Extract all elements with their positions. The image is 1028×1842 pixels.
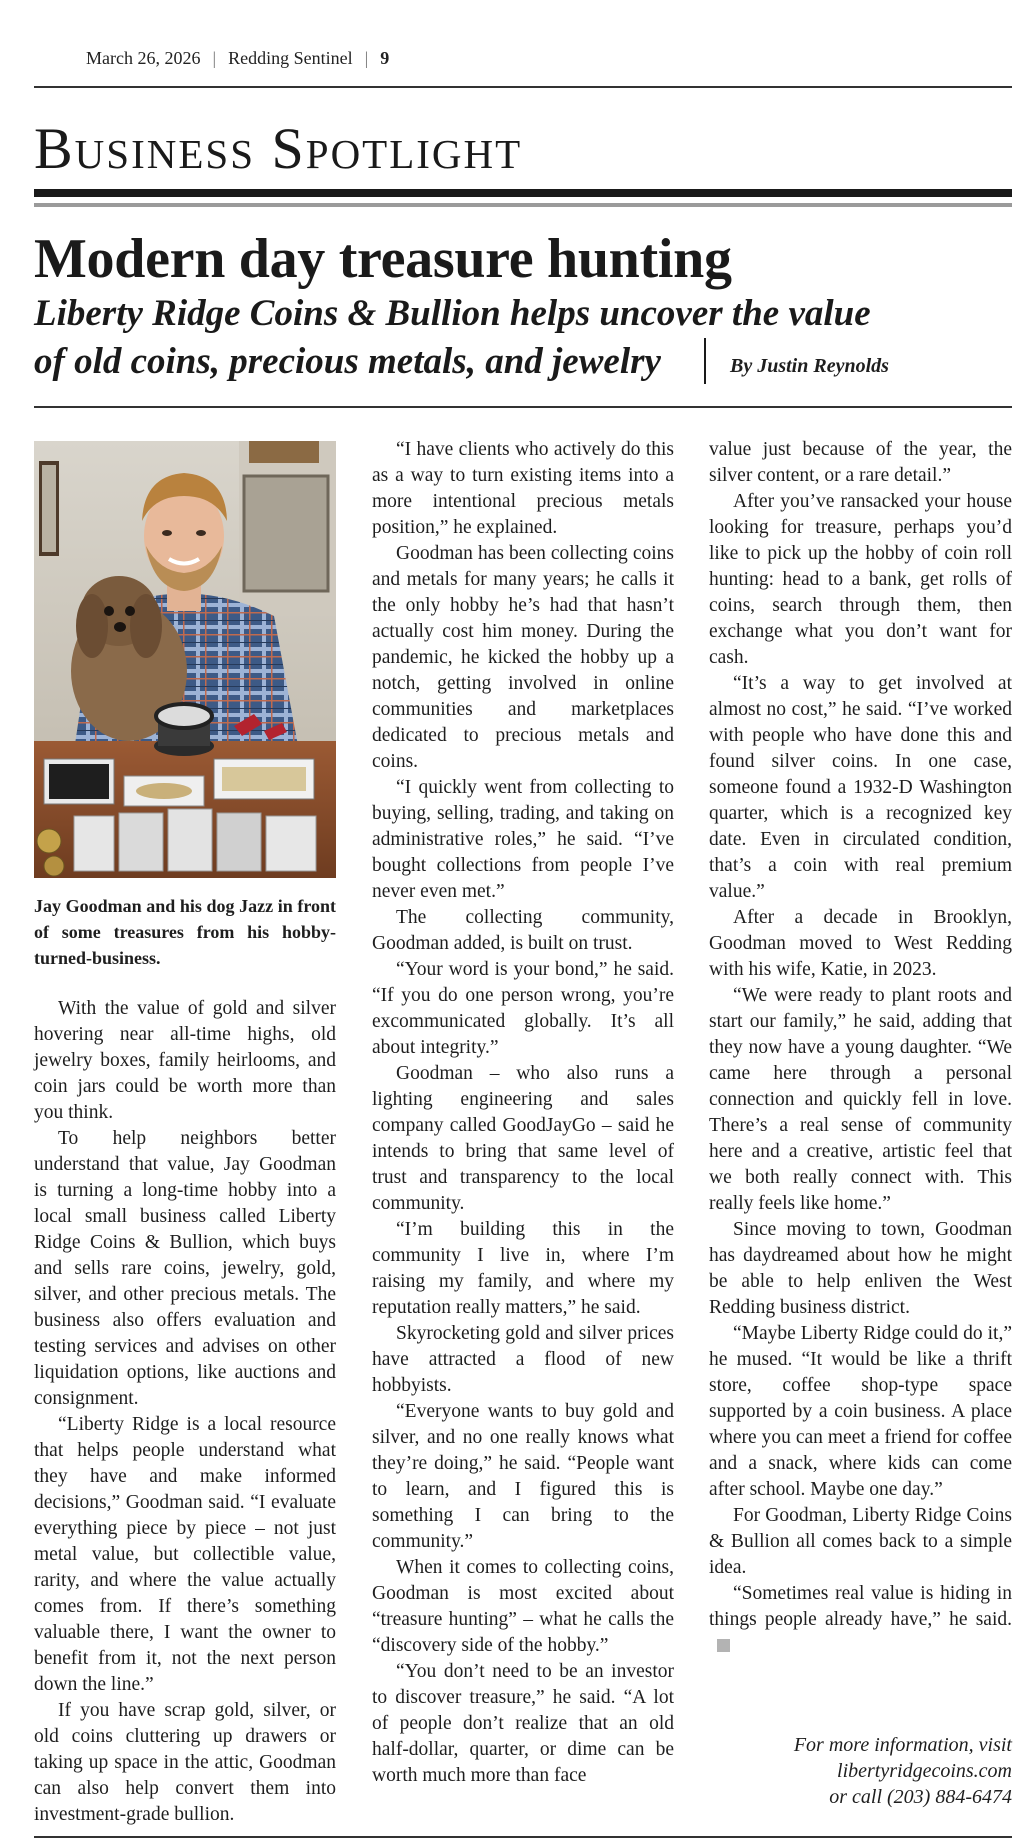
- page-header: [86, 48, 389, 69]
- article-paragraph: “Maybe Liberty Ridge could do it,” he mused. “It would be like a thrift store, coffee shop-type space supported by a coin business. A place where you can meet a friend for coffee and a snack, where kids can come after school. Maybe one day.”: [709, 1323, 1012, 1500]
- article-column-2: [372, 437, 674, 1789]
- end-mark-icon: [717, 1639, 730, 1652]
- subheadline-line-2: of old coins, precious metals, and jewelry: [34, 341, 661, 382]
- article-paragraph: “I quickly went from collecting to buying, selling, trading, and taking on administrative roles,” he said. “I’ve bought collections from people I’ve never even met.”: [372, 777, 674, 902]
- article-paragraph: When it comes to collecting coins, Goodman is most excited about “treasure hunting” – what he calls the “discovery side of the hobby.”: [372, 1557, 674, 1656]
- section-rule-thin: [34, 203, 1012, 207]
- article-paragraph: After you’ve ransacked your house looking for treasure, perhaps you’d like to pick up the hobby of coin roll hunting: head to a bank, get rolls of coins, search through them, then exchange what you don’t want for cash.: [709, 491, 1012, 668]
- byline-divider: [704, 338, 706, 384]
- headline: Modern day treasure hunting: [34, 228, 732, 290]
- article-paragraph: “Your word is your bond,” he said. “If you do one person wrong, you’re excommunicated globally. It’s all about integrity.”: [372, 959, 674, 1058]
- bottom-rule: [34, 1836, 1012, 1838]
- article-paragraph-continued: value just because of the year, the silver content, or a rare detail.”: [709, 439, 1012, 486]
- byline: By Justin Reynolds: [730, 355, 889, 377]
- header-rule: [34, 86, 1012, 88]
- article-paragraph: To help neighbors better understand that value, Jay Goodman is turning a long-time hobby into a local small business called Liberty Ridge Coins & Bullion, which buys and sells rare coins, jewelry, gold, silver, and other precious metals. The business also offers evaluation and testing services and advises on other liquidation options, like auctions and consignment.: [34, 1128, 336, 1409]
- info-text: For more information, visit: [793, 1734, 1012, 1756]
- article-paragraph: “You don’t need to be an investor to discover treasure,” he said. “A lot of people don’t realize that an old half-dollar, quarter, or dime can be worth much more than face: [372, 1661, 674, 1786]
- photo-caption: Jay Goodman and his dog Jazz in front of some treasures from his hobby-turned-business.: [34, 896, 336, 968]
- article-column-1: [34, 996, 336, 1828]
- article-paragraph: For Goodman, Liberty Ridge Coins & Bullion all comes back to a simple idea.: [709, 1505, 1012, 1578]
- article-paragraph: Goodman – who also runs a lighting engineering and sales company called GoodJayGo – said he intends to bring that same level of trust and transparency to the local community.: [372, 1063, 674, 1214]
- article-paragraph: If you have scrap gold, silver, or old coins cluttering up drawers or taking up space in the attic, Goodman can also help convert them into investment-grade bullion.: [34, 1700, 336, 1825]
- article-paragraph: Skyrocketing gold and silver prices have attracted a flood of new hobbyists.: [372, 1323, 674, 1396]
- article-paragraph: “Everyone wants to buy gold and silver, and no one really knows what they’re doing,” he said. “People want to learn, and I figured this is something I can bring to the community.”: [372, 1401, 674, 1552]
- article-photo: [34, 441, 336, 878]
- article-paragraph: Since moving to town, Goodman has daydreamed about how he might be able to help enliven the West Redding business district.: [709, 1219, 1012, 1318]
- issue-date: March 26, 2026: [86, 48, 201, 68]
- article-paragraph: After a decade in Brooklyn, Goodman moved to West Redding with his wife, Katie, in 2023.: [709, 907, 1012, 980]
- article-column-3: [709, 437, 1012, 1659]
- article-paragraph: “Liberty Ridge is a local resource that helps people understand what they have and make informed decisions,” Goodman said. “I evaluate everything piece by piece – not just metal value, but collectible value, rarity, and where the value actually comes from. If there’s something valuable there, I want the owner to benefit from it, not the next person down the line.”: [34, 1414, 336, 1695]
- article-closing-paragraph: [709, 1581, 1012, 1659]
- section-rule-thick: [34, 189, 1012, 197]
- subheadline-line-1: Liberty Ridge Coins & Bullion helps uncover the value: [34, 293, 871, 334]
- headline-rule: [34, 406, 1012, 408]
- article-paragraph: With the value of gold and silver hovering near all-time highs, old jewelry boxes, family heirlooms, and coin jars could be worth more than you think.: [34, 998, 336, 1123]
- info-box: [794, 1732, 1012, 1810]
- section-title: Business Spotlight: [34, 116, 523, 181]
- header-divider: |: [364, 48, 369, 68]
- article-paragraph: “I’m building this in the community I live in, where I’m raising my family, and where my reputation really matters,” he said.: [372, 1219, 674, 1318]
- publication-name: Redding Sentinel: [228, 48, 353, 68]
- closing-text: “Sometimes real value is hiding in things people already have,” he said.: [709, 1583, 1012, 1630]
- header-divider: |: [212, 48, 217, 68]
- article-paragraph: Goodman has been collecting coins and metals for many years; he calls it the only hobby he’s had that hasn’t actually cost him money. During the pandemic, he kicked the hobby up a notch, getting involved in online communities and marketplaces dedicated to precious metals and coins.: [372, 543, 674, 772]
- page-number: 9: [380, 48, 390, 68]
- phone-text: or call (203) 884-6474: [829, 1786, 1012, 1808]
- article-paragraph: “I have clients who actively do this as a way to turn existing items into a more intentional precious metals position,” he explained.: [372, 439, 674, 538]
- article-paragraph: The collecting community, Goodman added, is built on trust.: [372, 907, 674, 954]
- article-paragraph: “We were ready to plant roots and start our family,” he said, adding that they now have a young daughter. “We came here through a personal connection and quickly fell in love. There’s a real sense of community here and a creative, artistic feel that we both really connect with. This really feels like home.”: [709, 985, 1012, 1214]
- article-paragraph: “It’s a way to get involved at almost no cost,” he said. “I’ve worked with people who have done this and found silver coins. In one case, someone found a 1932-D Washington quarter, which is a recognized key date. Even in circulated condition, that’s a coin with real premium value.”: [709, 673, 1012, 902]
- website-link[interactable]: libertyridgecoins.com: [837, 1760, 1012, 1782]
